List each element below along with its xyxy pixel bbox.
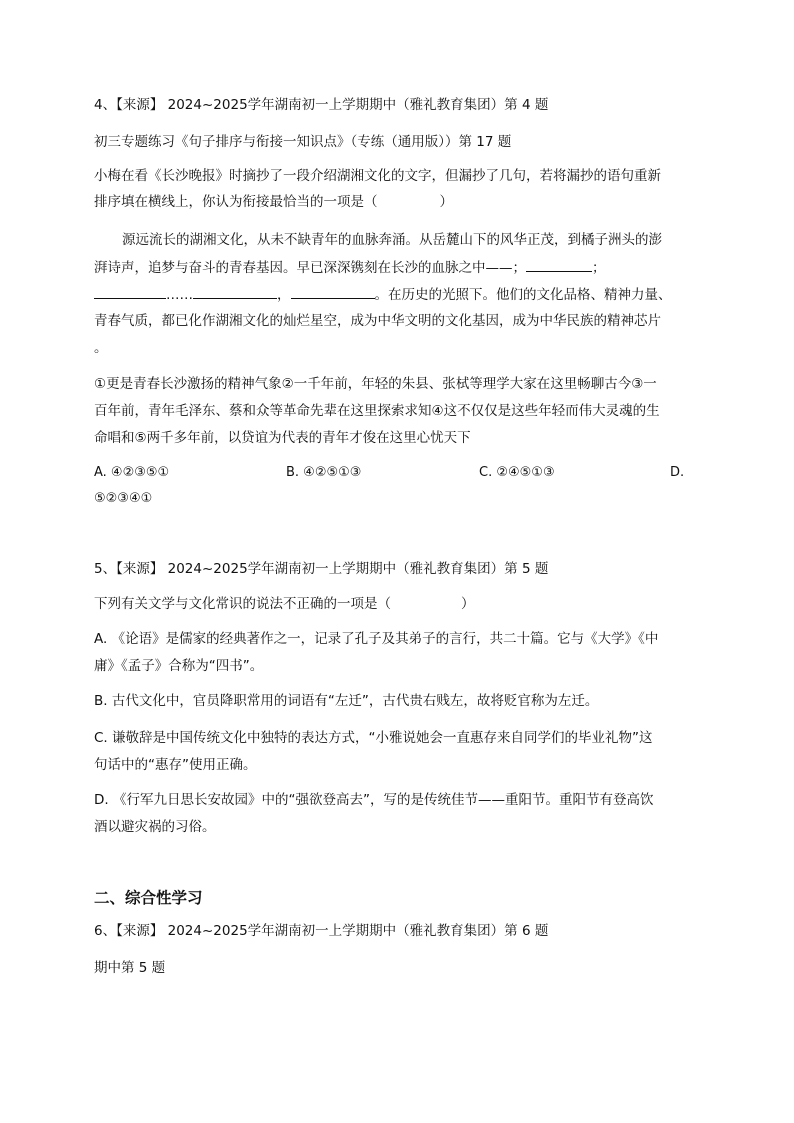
q6-source: 6、【来源】 2024~2025学年湖南初一上学期期中（雅礼教育集团）第 6 题 xyxy=(94,923,549,939)
q5-stem xyxy=(94,595,475,613)
fill-blank-1 xyxy=(526,258,592,272)
q5-option-c-line1: C. 谦敬辞是中国传统文化中独特的表达方式，“小雅说她会一直惠存来自同学们的毕业礼物”这 xyxy=(94,730,653,746)
q5-stem-close: ） xyxy=(461,596,475,612)
fill-blank-4 xyxy=(291,285,375,299)
q5-source: 5、【来源】 2024~2025学年湖南初一上学期期中（雅礼教育集团）第 5 题 xyxy=(94,561,549,577)
q4-option-d: D. xyxy=(670,465,685,480)
q5-option-a-line2: 庸》《孟子》合称为“四书”。 xyxy=(94,658,264,674)
fill-blank-2 xyxy=(94,285,166,299)
q4-passage-line2 xyxy=(94,258,606,277)
section-heading: 二、综合性学习 xyxy=(94,889,203,907)
q4-passage-line4: 青春气质，都已化作湖湘文化的灿烂星空，成为中华文明的文化基因，成为中华民族的精神芯片 xyxy=(94,313,661,329)
q4-passage-tail: 。在历史的光照下。他们的文化品格、精神力量、 xyxy=(374,287,672,303)
q4-option-c: C. ②④⑤①③ xyxy=(479,465,555,480)
q5-option-d-line2: 酒以避灾祸的习俗。 xyxy=(94,819,216,835)
q4-passage-punct: ； xyxy=(592,260,606,276)
q4-passage-text: 湃诗声，追梦与奋斗的青春基因。早已深深镌刻在长沙的血脉之中——； xyxy=(94,260,526,276)
fill-blank-3 xyxy=(193,285,277,299)
q5-option-a-line1: A. 《论语》是儒家的经典著作之一，记录了孔子及其弟子的言行，共二十篇。它与《大学》《中 xyxy=(94,631,659,647)
q4-stem-close: ） xyxy=(439,194,453,210)
q5-option-b: B. 古代文化中，官员降职常用的词语有“左迁”，古代贵右贱左，故将贬官称为左迁。 xyxy=(94,693,599,709)
q4-sentences-line1: ①更是青春长沙激扬的精神气象②一千年前，年轻的朱县、张栻等理学大家在这里畅聊古今③一 xyxy=(94,376,657,392)
q4-stem-text: 排序填在横线上，你认为衔接最恰当的一项是（ xyxy=(94,194,378,210)
q4-ellipsis: …… xyxy=(166,287,193,303)
q4-source: 4、【来源】 2024~2025学年湖南初一上学期期中（雅礼教育集团）第 4 题 xyxy=(94,97,549,113)
q4-sentences-line3: 命唱和⑤两千多年前，以贷谊为代表的青年才俊在这里心忧天下 xyxy=(94,430,471,446)
q5-stem-text: 下列有关文学与文化常识的说法不正确的一项是（ xyxy=(94,596,391,612)
q4-option-d-content: ⑤②③④① xyxy=(94,491,153,506)
q4-stem-line1: 小梅在看《长沙晚报》时摘抄了一段介绍湖湘文化的文字，但漏抄了几句，若将漏抄的语句重新 xyxy=(94,168,661,184)
q4-passage-line3 xyxy=(94,285,672,304)
q4-origin: 初三专题练习《句子排序与衔接一知识点》（专练（通用版））第 17 题 xyxy=(94,134,512,150)
q4-sentences-line2: 百年前，青年毛泽东、蔡和众等革命先辈在这里探索求知④这不仅仅是这些年轻而伟大灵魂的生 xyxy=(94,403,660,419)
q5-option-d-line1: D. 《行军九日思长安故园》中的“强欲登高去”，写的是传统佳节——重阳节。重阳节有登高饮 xyxy=(94,792,654,808)
q4-option-b: B. ④②⑤①③ xyxy=(286,465,362,480)
q4-option-a: A. ④②③⑤① xyxy=(94,465,170,480)
q4-stem-line2 xyxy=(94,193,453,211)
q4-comma: ， xyxy=(277,287,291,303)
q5-option-c-line2: 句话中的“惠存”使用正确。 xyxy=(94,757,257,773)
q4-passage-line5: 。 xyxy=(94,340,108,356)
q4-passage-line1: 源远流长的湖湘文化，从未不缺青年的血脉奔涌。从岳麓山下的风华正茂，到橘子洲头的澎 xyxy=(122,232,662,248)
q6-origin: 期中第 5 题 xyxy=(94,960,166,976)
